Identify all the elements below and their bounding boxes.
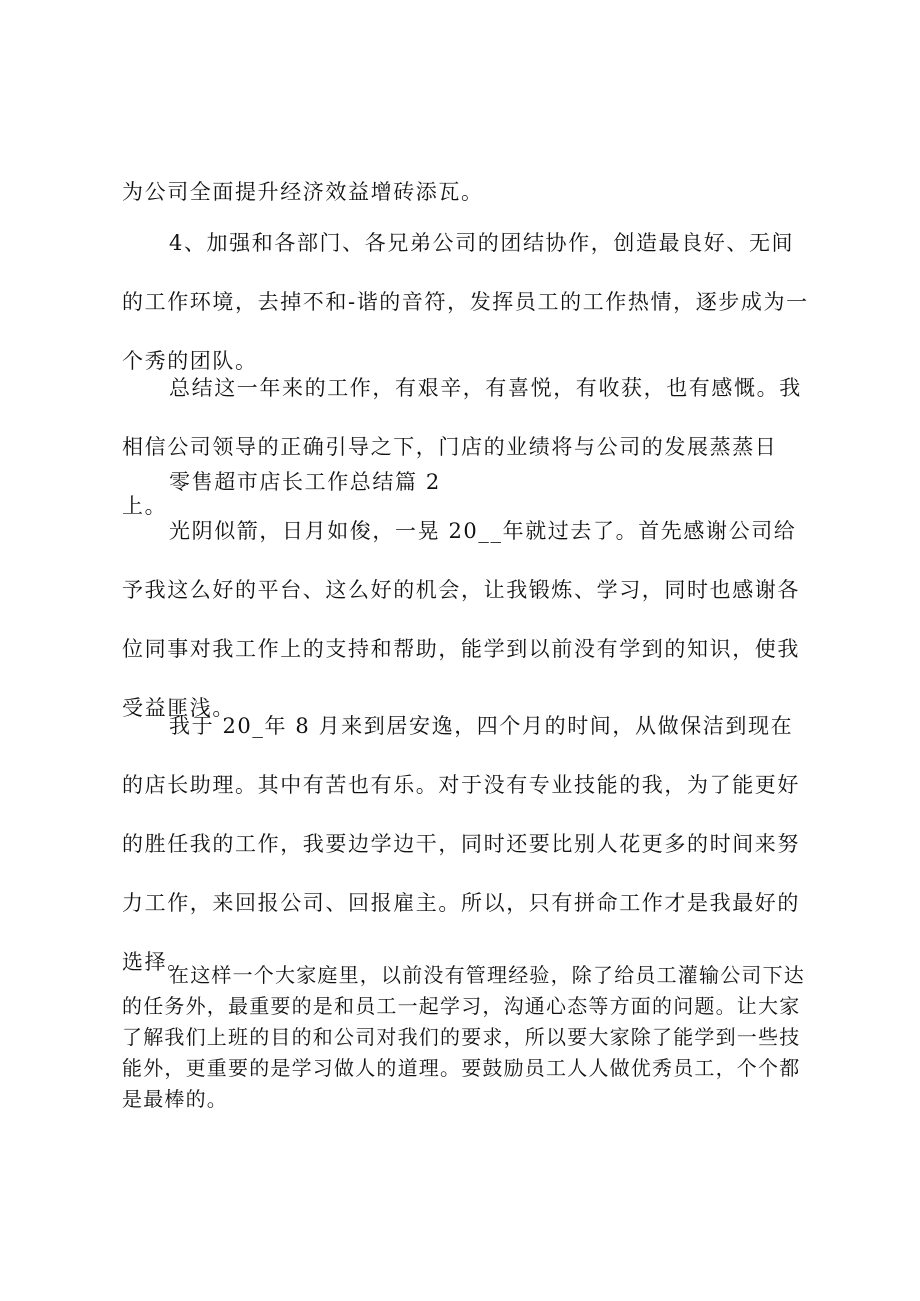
paragraph-item-4: 4、加强和各部门、各兄弟公司的团结协作，创造最良好、无间的工作环境，去掉不和-谐的音符，发挥员工的工作热情，逐步成为一个秀的团队。: [122, 231, 809, 373]
paragraph-continuation: 为公司全面提升经济效益增砖添瓦。: [122, 180, 484, 204]
paragraph-summary: 总结这一年来的工作，有艰辛，有喜悦，有收获，也有感慨。我相信公司领导的正确引导之下，门店的业绩将与公司的发展蒸蒸日上。: [122, 376, 802, 518]
paragraph-intro: 光阴似箭，日月如俊，一晃 20__年就过去了。首先感谢公司给予我这么好的平台、这么好的机会，让我锻炼、学习，同时也感谢各位同事对我工作上的支持和帮助，能学到以前没有学到的知识，使我受益匪浅。: [122, 519, 800, 720]
paragraph-experience: 我于 20_年 8 月来到居安逸，四个月的时间，从做保洁到现在的店长助理。其中有苦也有乐。对于没有专业技能的我，为了能更好的胜任我的工作，我要边学边干，同时还要比别人花更多的时间来努力工作，来回报公司、回报雇主。所以，只有拼命工作才是我最好的选择。: [122, 714, 800, 974]
section-heading: 零售超市店长工作总结篇 2: [169, 470, 441, 494]
paragraph-management: 在这样一个大家庭里，以前没有管理经验，除了给员工灌输公司下达的任务外，最重要的是和员工一起学习，沟通心态等方面的问题。让大家了解我们上班的目的和公司对我们的要求，所以要大家除了能学到一些技能外，更重要的是学习做人的道理。要鼓励员工人人做优秀员工，个个都是最棒的。: [122, 963, 805, 1111]
